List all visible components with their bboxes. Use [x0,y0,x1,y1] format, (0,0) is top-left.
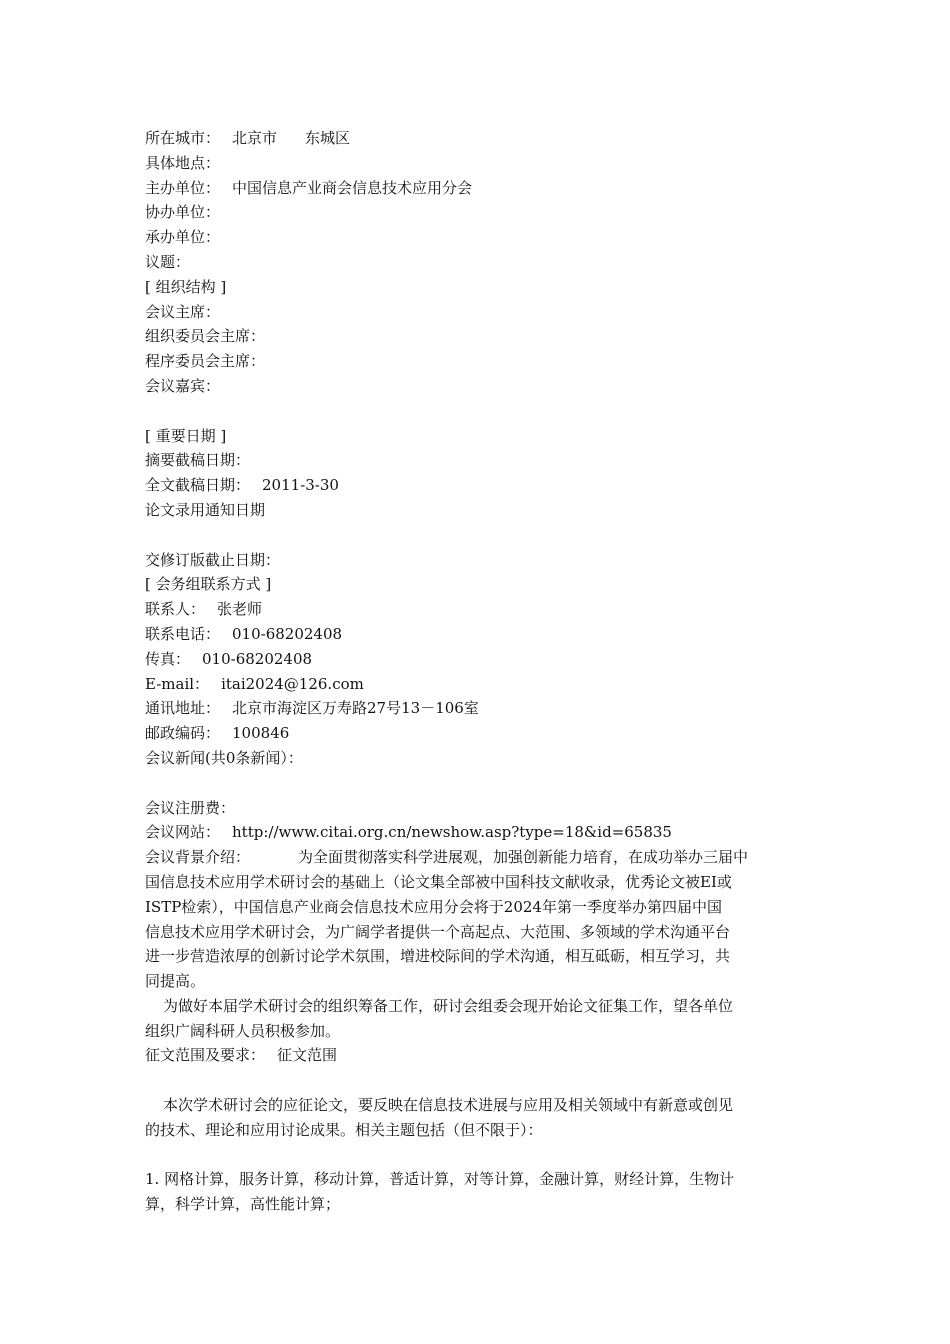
notice-date-label: 论文录用通知日期 [145,500,266,519]
document-body [145,126,807,1217]
scope-item-1-line-2: 算，科学计算，高性能计算； [145,1195,341,1214]
city-value: 北京市 [232,129,278,147]
phone-value: 010-68202408 [232,624,343,643]
contact-person-label: 联系人： [145,600,206,619]
fax-row [145,647,807,672]
background-text: 为全面贯彻落实科学进展观，加强创新能力培育，在成功举办三届中 [298,848,749,867]
background-line-5: 进一步营造浓厚的创新讨论学术氛围，增进校际间的学术沟通，相互砥砺，相互学习，共 [145,947,731,966]
address-label: 通讯地址： [145,699,221,718]
website-label: 会议网站： [145,823,221,842]
website-link[interactable]: http://www.citai.org.cn/newshow.asp?type=18&id=65835 [232,823,672,842]
background-line-2: 国信息技术应用学术研讨会的基础上（论文集全部被中国科技文献收录，优秀论文被EI或 [145,872,732,891]
chair-label: 会议主席： [145,302,221,321]
spacer [145,1068,807,1093]
zip-label: 邮政编码： [145,724,221,743]
org-chair-label: 组织委员会主席： [145,327,266,346]
background-line-4: 信息技术应用学术研讨会，为广阔学者提供一个高起点、大范围、多领域的学术沟通平台 [145,922,731,941]
organizer-label: 承办单位： [145,228,221,247]
spacer [145,523,807,548]
contact-person-value: 张老师 [217,600,263,619]
dates-heading: [ 重要日期 ] [145,426,227,445]
fulltext-deadline-value: 2011-3-30 [262,476,339,495]
revision-deadline-label: 交修订版截止日期： [145,550,281,569]
zip-row [145,721,807,746]
address-value: 北京市海淀区万寿路27号13－106室 [232,699,479,718]
fulltext-deadline-label: 全文截稿日期： [145,476,251,495]
organizer-row [145,225,807,250]
co-host-row [145,200,807,225]
background-line-1 [145,845,807,870]
fulltext-deadline-row [145,473,807,498]
phone-row [145,622,807,647]
scope-row [145,1043,807,1068]
scope-value: 征文范围 [277,1046,338,1065]
background-line-3: ISTP检索），中国信息产业商会信息技术应用分会将于2024年第一季度举办第四届中国 [145,897,722,916]
city-row [145,126,807,151]
abstract-deadline-label: 摘要截稿日期： [145,451,251,470]
guests-row [145,374,807,399]
topics-row [145,250,807,275]
program-chair-row [145,349,807,374]
revision-deadline-row [145,548,807,573]
district-value: 东城区 [305,129,351,147]
website-row [145,820,807,845]
scope-item-1-line-1: 1. 网格计算，服务计算，移动计算，普适计算，对等计算，金融计算，财经计算，生物计 [145,1170,735,1189]
scope-intro-line-2: 的技术、理论和应用讨论成果。相关主题包括（但不限于）： [145,1120,543,1139]
host-value: 中国信息产业商会信息技术应用分会 [232,178,473,197]
email-row [145,672,807,697]
scope-intro-line-1: 本次学术研讨会的应征论文，要反映在信息技术进展与应用及相关领域中有新意或创见 [163,1096,734,1115]
fee-label: 会议注册费： [145,798,236,817]
host-row [145,176,807,201]
abstract-deadline-row [145,448,807,473]
address-row [145,696,807,721]
chair-row [145,300,807,325]
spacer [145,399,807,424]
email-value: itai2024@126.com [221,674,364,693]
location-row [145,151,807,176]
email-label: E-mail： [145,674,210,693]
program-chair-label: 程序委员会主席： [145,352,266,371]
location-label: 具体地点： [145,153,221,172]
phone-label: 联系电话： [145,624,221,643]
background-line-6: 同提高。 [145,972,206,991]
guests-label: 会议嘉宾： [145,376,221,395]
prep-line-2: 组织广阔科研人员积极参加。 [145,1021,341,1040]
spacer [145,1143,807,1168]
org-chair-row [145,324,807,349]
city-label: 所在城市： [145,129,221,147]
co-host-label: 协办单位： [145,203,221,222]
spacer [145,771,807,796]
fax-value: 010-68202408 [202,649,313,668]
background-label: 会议背景介绍： [145,848,251,867]
contact-heading: [ 会务组联系方式 ] [145,575,272,594]
fee-row [145,796,807,821]
news-label: 会议新闻(共0条新闻）： [145,748,303,767]
host-label: 主办单位： [145,178,221,197]
org-heading: [ 组织结构 ] [145,277,227,296]
zip-value: 100846 [232,724,290,743]
scope-label: 征文范围及要求： [145,1046,266,1065]
news-row [145,746,807,771]
contact-person-row [145,597,807,622]
topics-label: 议题： [145,252,191,271]
fax-label: 传真： [145,649,191,668]
notice-date-row [145,498,807,523]
prep-line-1: 为做好本届学术研讨会的组织筹备工作，研讨会组委会现开始论文征集工作，望各单位 [163,996,734,1015]
